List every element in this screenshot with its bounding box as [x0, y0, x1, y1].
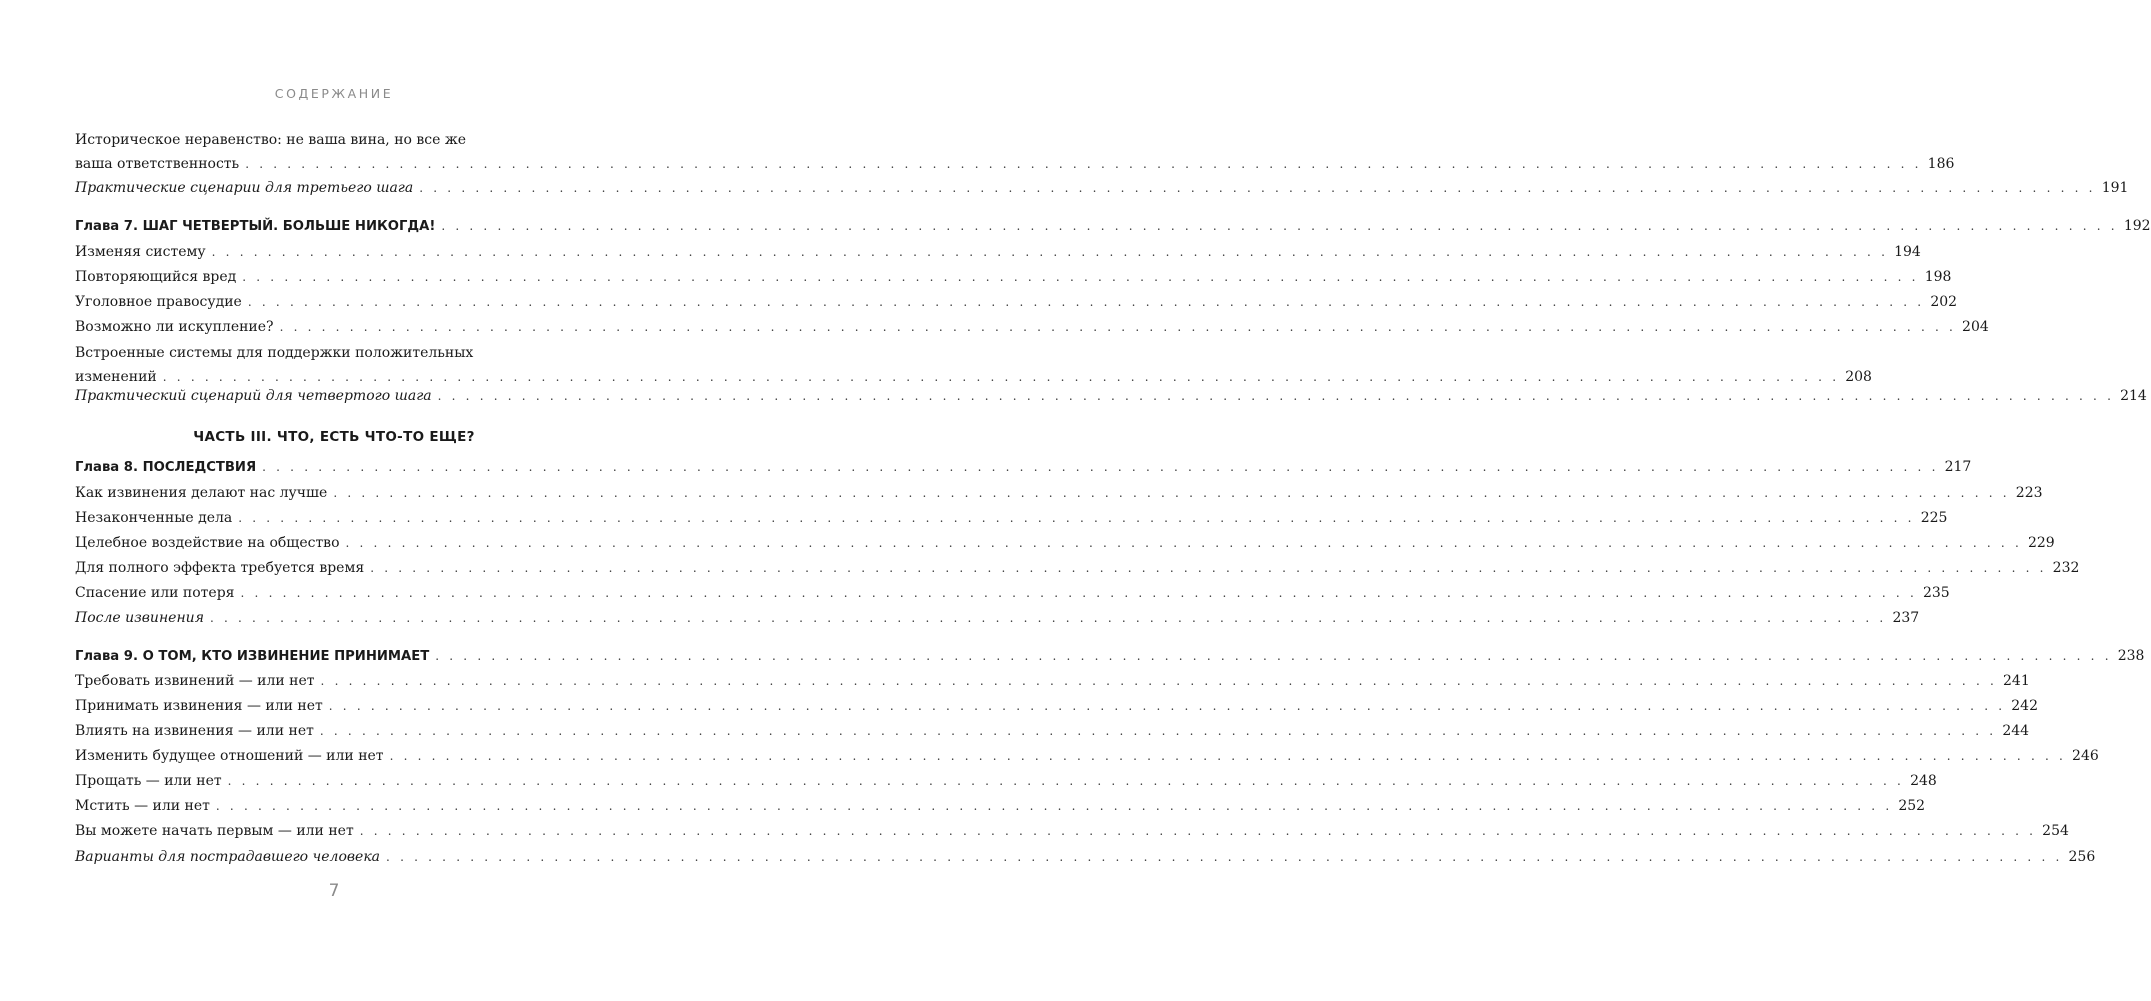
toc-entry: [75, 744, 2099, 768]
toc-entry: [75, 769, 1937, 793]
toc-entry-page: 252: [1898, 798, 1926, 814]
toc-entry-page: 202: [1930, 294, 1958, 310]
toc-entry-title-line: Историческое неравенство: не ваша вина, но все же: [75, 132, 467, 148]
toc-entry: [75, 506, 1948, 530]
dot-leader: . . . . . . . . . . . . . . . . . . . . . . . . . . . . . . . . . . . . . . . . . . . . . . . . . . . . . . . . . . . . . . . . . . . . . . . . . . . . . . . . . . . . . . . . . . . . . . . . . . . . . . . . . . . . . . . . . . . . . . . .: [209, 611, 1887, 625]
dot-leader: . . . . . . . . . . . . . . . . . . . . . . . . . . . . . . . . . . . . . . . . . . . . . . . . . . . . . . . . . . . . . . . . . . . . . . . . . . . . . . . . . . . . . . . . . . . . . . . . . . . . . . . . . . . . . . . . . . . . . . . .: [319, 724, 1997, 738]
toc-entry: [75, 669, 2030, 693]
toc-entry-title: Спасение или потеря: [75, 585, 235, 601]
toc-entry-page: 235: [1922, 585, 1950, 601]
dot-leader: . . . . . . . . . . . . . . . . . . . . . . . . . . . . . . . . . . . . . . . . . . . . . . . . . . . . . . . . . . . . . . . . . . . . . . . . . . . . . . . . . . . . . . . . . . . . . . . . . . . . . . . . . . . . . . . . . . . . . . . .: [320, 674, 1998, 688]
toc-entry: [75, 694, 2038, 718]
toc-entry-page: 248: [1910, 773, 1937, 789]
toc-entry-page: 229: [2027, 535, 2055, 551]
toc-entry: [75, 819, 2069, 843]
toc-entry-page: 191: [2101, 180, 2129, 196]
dot-leader: . . . . . . . . . . . . . . . . . . . . . . . . . . . . . . . . . . . . . . . . . . . . . . . . . . . . . . . . . . . . . . . . . . . . . . . . . . . . . . . . . . . . . . . . . . . . . . . . . . . . . . . . . . . . . . . . . . . . . . . .: [333, 486, 2010, 500]
toc-entry-title: Варианты для пострадавшего человека: [75, 849, 381, 865]
toc-entry-page: 237: [1892, 610, 1920, 626]
toc-chapter: [75, 644, 2145, 668]
toc-entry-title: ваша ответственность: [75, 156, 240, 172]
toc-entry: [75, 556, 2080, 580]
toc-entry: [75, 531, 2055, 555]
toc-entry-page: 194: [1894, 244, 1921, 260]
dot-leader: . . . . . . . . . . . . . . . . . . . . . . . . . . . . . . . . . . . . . . . . . . . . . . . . . . . . . . . . . . . . . . . . . . . . . . . . . . . . . . . . . . . . . . . . . . . . . . . . . . . . . . . . . . . . . . . . . . . . . . . .: [242, 270, 1919, 284]
dot-leader: . . . . . . . . . . . . . . . . . . . . . . . . . . . . . . . . . . . . . . . . . . . . . . . . . . . . . . . . . . . . . . . . . . . . . . . . . . . . . . . . . . . . . . . . . . . . . . . . . . . . . . . . . . . . . . . . . . . . . . . .: [238, 511, 1915, 525]
dot-leader: . . . . . . . . . . . . . . . . . . . . . . . . . . . . . . . . . . . . . . . . . . . . . . . . . . . . . . . . . . . . . . . . . . . . . . . . . . . . . . . . . . . . . . . . . . . . . . . . . . . . . . . . . . . . . . . . . . . . . . . .: [435, 649, 2112, 663]
dot-leader: . . . . . . . . . . . . . . . . . . . . . . . . . . . . . . . . . . . . . . . . . . . . . . . . . . . . . . . . . . . . . . . . . . . . . . . . . . . . . . . . . . . . . . . . . . . . . . . . . . . . . . . . . . . . . . . . . . . . . . . .: [328, 699, 2006, 713]
toc-entry-title: Повторяющийся вред: [75, 269, 237, 285]
dot-leader: . . . . . . . . . . . . . . . . . . . . . . . . . . . . . . . . . . . . . . . . . . . . . . . . . . . . . . . . . . . . . . . . . . . . . . . . . . . . . . . . . . . . . . . . . . . . . . . . . . . . . . . . . . . . . . . . . . . . . . . .: [245, 157, 1922, 171]
part-heading: ЧАСТЬ III. ЧТО, ЕСТЬ ЧТО-ТО ЕЩЕ?: [193, 429, 475, 445]
toc-entry-page: 232: [2052, 560, 2080, 576]
toc-entry-page: 241: [2003, 673, 2030, 689]
toc-entry-page: 217: [1944, 459, 1972, 475]
toc-entry: [75, 265, 1952, 289]
toc-entry-title: Влиять на извинения — или нет: [75, 723, 314, 739]
toc-entry: [75, 719, 2030, 743]
toc-entry-page: 242: [2011, 698, 2038, 714]
toc-entry: [75, 240, 1921, 264]
page-number: 7: [328, 881, 340, 901]
toc-chapter: [75, 455, 1972, 479]
page-header: СОДЕРЖАНИЕ: [274, 86, 394, 101]
dot-leader: . . . . . . . . . . . . . . . . . . . . . . . . . . . . . . . . . . . . . . . . . . . . . . . . . . . . . . . . . . . . . . . . . . . . . . . . . . . . . . . . . . . . . . . . . . . . . . . . . . . . . . . . . . . . . . . . . . . . . . . .: [441, 219, 2118, 233]
toc-entry-title: Мстить — или нет: [75, 798, 210, 814]
toc-entry-page: 225: [1920, 510, 1948, 526]
dot-leader: . . . . . . . . . . . . . . . . . . . . . . . . . . . . . . . . . . . . . . . . . . . . . . . . . . . . . . . . . . . . . . . . . . . . . . . . . . . . . . . . . . . . . . . . . . . . . . . . . . . . . . . . . . . . . . . . . . . . . . . .: [240, 586, 1917, 600]
toc-entry-title: Вы можете начать первым — или нет: [75, 823, 354, 839]
toc-entry-title: Практический сценарий для четвертого шага: [75, 388, 432, 404]
toc-entry: [75, 794, 1926, 818]
toc-entry-page: 256: [2068, 849, 2096, 865]
toc-entry-title: После извинения: [75, 610, 204, 626]
toc-entry: [75, 176, 2129, 200]
toc-entry-title: Глава 8. ПОСЛЕДСТВИЯ: [75, 460, 257, 475]
toc-entry-title: Практические сценарии для третьего шага: [75, 180, 414, 196]
dot-leader: . . . . . . . . . . . . . . . . . . . . . . . . . . . . . . . . . . . . . . . . . . . . . . . . . . . . . . . . . . . . . . . . . . . . . . . . . . . . . . . . . . . . . . . . . . . . . . . . . . . . . . . . . . . . . . . . . . . . . . . .: [386, 850, 2063, 864]
toc-entry-title: изменений: [75, 369, 157, 385]
toc-entry-page: 246: [2072, 748, 2099, 764]
toc-entry-title-line: Встроенные системы для поддержки положительных: [75, 345, 474, 361]
toc-entry: [75, 290, 1958, 314]
toc-entry-page: 198: [1924, 269, 1952, 285]
toc-entry-page: 204: [1962, 319, 1989, 335]
toc-entry: [75, 128, 1955, 176]
toc-entry-page: 208: [1845, 369, 1872, 385]
toc-entry: [75, 481, 2043, 505]
toc-entry-page: 244: [2002, 723, 2030, 739]
dot-leader: . . . . . . . . . . . . . . . . . . . . . . . . . . . . . . . . . . . . . . . . . . . . . . . . . . . . . . . . . . . . . . . . . . . . . . . . . . . . . . . . . . . . . . . . . . . . . . . . . . . . . . . . . . . . . . . . . . . . . . . .: [359, 824, 2037, 838]
dot-leader: . . . . . . . . . . . . . . . . . . . . . . . . . . . . . . . . . . . . . . . . . . . . . . . . . . . . . . . . . . . . . . . . . . . . . . . . . . . . . . . . . . . . . . . . . . . . . . . . . . . . . . . . . . . . . . . . . . . . . . . .: [211, 245, 1889, 259]
dot-leader: . . . . . . . . . . . . . . . . . . . . . . . . . . . . . . . . . . . . . . . . . . . . . . . . . . . . . . . . . . . . . . . . . . . . . . . . . . . . . . . . . . . . . . . . . . . . . . . . . . . . . . . . . . . . . . . . . . . . . . . .: [345, 536, 2022, 550]
dot-leader: . . . . . . . . . . . . . . . . . . . . . . . . . . . . . . . . . . . . . . . . . . . . . . . . . . . . . . . . . . . . . . . . . . . . . . . . . . . . . . . . . . . . . . . . . . . . . . . . . . . . . . . . . . . . . . . . . . . . . . . .: [437, 389, 2115, 403]
toc-entry-title: Изменить будущее отношений — или нет: [75, 748, 384, 764]
toc-entry-page: 223: [2015, 485, 2043, 501]
toc-entry-title: Принимать извинения — или нет: [75, 698, 323, 714]
dot-leader: . . . . . . . . . . . . . . . . . . . . . . . . . . . . . . . . . . . . . . . . . . . . . . . . . . . . . . . . . . . . . . . . . . . . . . . . . . . . . . . . . . . . . . . . . . . . . . . . . . . . . . . . . . . . . . . . . . . . . . . .: [419, 181, 2096, 195]
toc-entry-title: Глава 7. ШАГ ЧЕТВЕРТЫЙ. БОЛЬШЕ НИКОГДА!: [75, 219, 436, 234]
toc-entry-title: Возможно ли искупление?: [75, 319, 274, 335]
dot-leader: . . . . . . . . . . . . . . . . . . . . . . . . . . . . . . . . . . . . . . . . . . . . . . . . . . . . . . . . . . . . . . . . . . . . . . . . . . . . . . . . . . . . . . . . . . . . . . . . . . . . . . . . . . . . . . . . . . . . . . . .: [227, 774, 1905, 788]
toc-entry-title: Уголовное правосудие: [75, 294, 242, 310]
toc-entry: [75, 845, 2096, 869]
toc-entry-title: Изменяя систему: [75, 244, 206, 260]
toc-entry: [75, 384, 2147, 408]
toc-entry: [75, 581, 1950, 605]
dot-leader: . . . . . . . . . . . . . . . . . . . . . . . . . . . . . . . . . . . . . . . . . . . . . . . . . . . . . . . . . . . . . . . . . . . . . . . . . . . . . . . . . . . . . . . . . . . . . . . . . . . . . . . . . . . . . . . . . . . . . . . .: [262, 460, 1939, 474]
toc-entry: [75, 606, 1920, 630]
dot-leader: . . . . . . . . . . . . . . . . . . . . . . . . . . . . . . . . . . . . . . . . . . . . . . . . . . . . . . . . . . . . . . . . . . . . . . . . . . . . . . . . . . . . . . . . . . . . . . . . . . . . . . . . . . . . . . . . . . . . . . . .: [247, 295, 1925, 309]
toc-entry-title: Незаконченные дела: [75, 510, 233, 526]
toc-chapter: [75, 214, 2151, 238]
toc-entry-page: 186: [1927, 156, 1955, 172]
toc-entry-title: Требовать извинений — или нет: [75, 673, 315, 689]
toc-entry: [75, 315, 1989, 339]
dot-leader: . . . . . . . . . . . . . . . . . . . . . . . . . . . . . . . . . . . . . . . . . . . . . . . . . . . . . . . . . . . . . . . . . . . . . . . . . . . . . . . . . . . . . . . . . . . . . . . . . . . . . . . . . . . . . . . . . . . . . . . .: [162, 370, 1840, 384]
toc-entry-title: Как извинения делают нас лучше: [75, 485, 328, 501]
toc-entry-title: Прощать — или нет: [75, 773, 222, 789]
dot-leader: . . . . . . . . . . . . . . . . . . . . . . . . . . . . . . . . . . . . . . . . . . . . . . . . . . . . . . . . . . . . . . . . . . . . . . . . . . . . . . . . . . . . . . . . . . . . . . . . . . . . . . . . . . . . . . . . . . . . . . . .: [370, 561, 2047, 575]
toc-entry-title: Целебное воздействие на общество: [75, 535, 340, 551]
toc-entry-page: 238: [2117, 648, 2145, 664]
toc-entry-title: Глава 9. О ТОМ, КТО ИЗВИНЕНИЕ ПРИНИМАЕТ: [75, 649, 430, 664]
toc-entry-title: Для полного эффекта требуется время: [75, 560, 365, 576]
toc-entry: [75, 341, 1872, 389]
dot-leader: . . . . . . . . . . . . . . . . . . . . . . . . . . . . . . . . . . . . . . . . . . . . . . . . . . . . . . . . . . . . . . . . . . . . . . . . . . . . . . . . . . . . . . . . . . . . . . . . . . . . . . . . . . . . . . . . . . . . . . . .: [279, 320, 1957, 334]
toc-entry-page: 192: [2123, 218, 2151, 234]
toc-entry-page: 214: [2120, 388, 2147, 404]
dot-leader: . . . . . . . . . . . . . . . . . . . . . . . . . . . . . . . . . . . . . . . . . . . . . . . . . . . . . . . . . . . . . . . . . . . . . . . . . . . . . . . . . . . . . . . . . . . . . . . . . . . . . . . . . . . . . . . . . . . . . . . .: [215, 799, 1893, 813]
dot-leader: . . . . . . . . . . . . . . . . . . . . . . . . . . . . . . . . . . . . . . . . . . . . . . . . . . . . . . . . . . . . . . . . . . . . . . . . . . . . . . . . . . . . . . . . . . . . . . . . . . . . . . . . . . . . . . . . . . . . . . . .: [389, 749, 2067, 763]
toc-entry-page: 254: [2042, 823, 2069, 839]
